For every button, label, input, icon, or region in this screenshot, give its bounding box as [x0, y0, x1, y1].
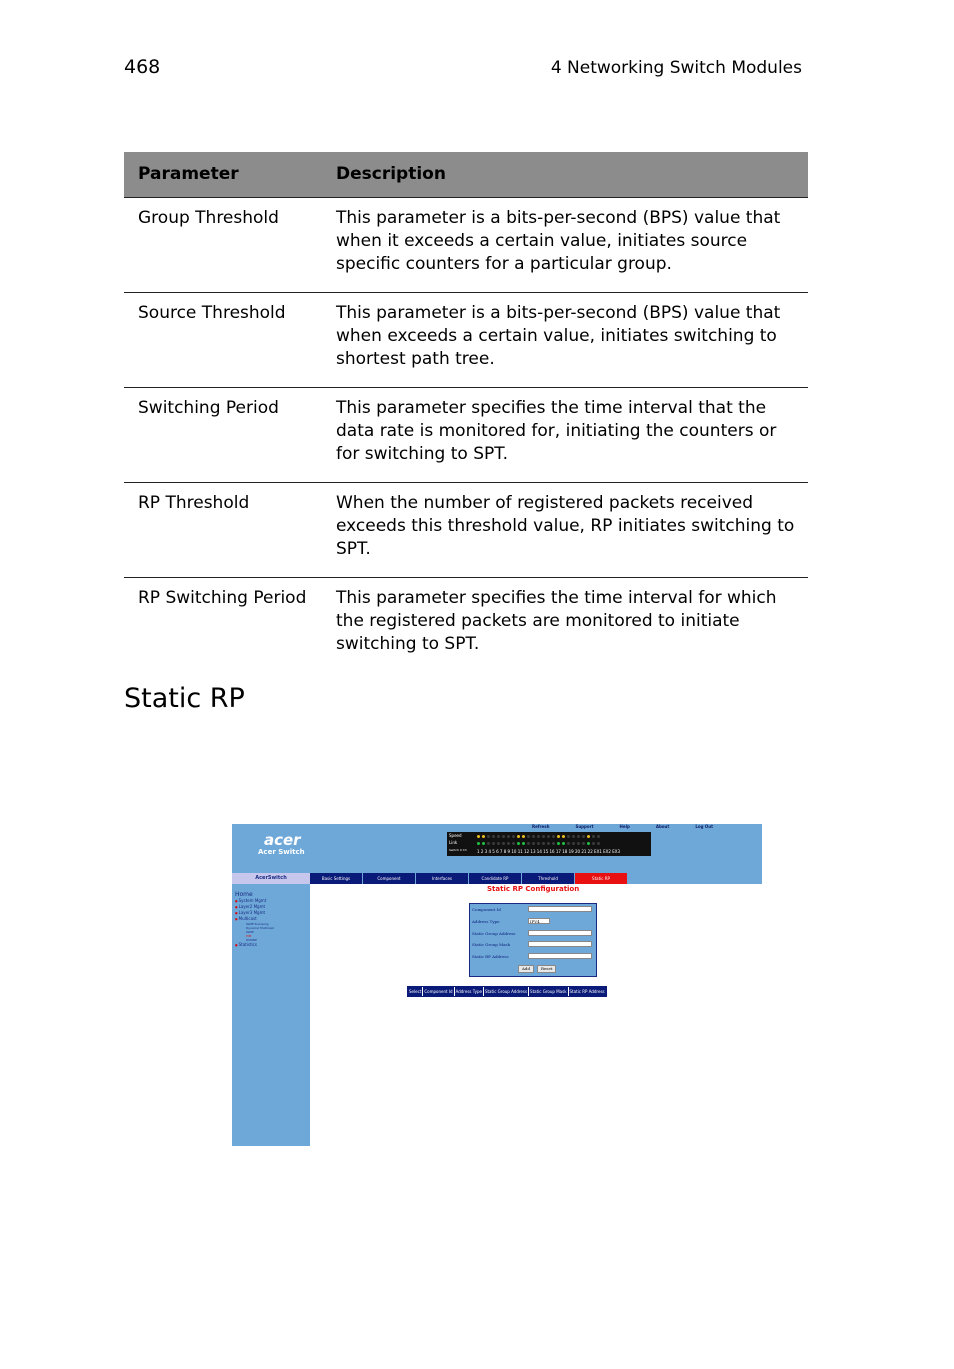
- led-dot: [527, 835, 530, 838]
- description-cell: This parameter is a bits-per-second (BPS) value that when exceeds a certain value, initiates switching to shortest path tree.: [322, 293, 808, 388]
- static-group-address-input[interactable]: [528, 930, 592, 936]
- about-link[interactable]: About: [655, 824, 670, 829]
- static-rp-results-header: [407, 986, 607, 997]
- link-led-row: [477, 842, 600, 845]
- led-dot: [532, 842, 535, 845]
- led-dot: [552, 835, 555, 838]
- led-dot: [562, 835, 565, 838]
- port-numbers: 1 2 3 4 5 6 7 8 9 10 11 12 13 14 15 16 17 18 19 20 21 22 EX1 EX2 EX3: [477, 849, 621, 854]
- led-dot: [527, 842, 530, 845]
- led-dot: [487, 835, 490, 838]
- nav-igmp-snooping[interactable]: IGMP Snooping: [246, 922, 269, 926]
- led-dot: [537, 835, 540, 838]
- led-dot: [487, 842, 490, 845]
- led-dot: [492, 842, 495, 845]
- led-dot: [572, 835, 575, 838]
- led-dot: [547, 842, 550, 845]
- nav-dvmrp[interactable]: DVMRP: [246, 938, 257, 942]
- page-number: 468: [124, 56, 161, 78]
- led-dot: [542, 835, 545, 838]
- led-dot: [497, 842, 500, 845]
- label-component-id: Component Id: [472, 907, 501, 912]
- led-dot: [532, 835, 535, 838]
- led-dot: [477, 842, 480, 845]
- col-static-rp-address: Static RP Address: [569, 989, 605, 994]
- static-group-mask-input[interactable]: [528, 941, 592, 947]
- led-dot: [587, 835, 590, 838]
- led-dot: [567, 835, 570, 838]
- col-select: Select: [409, 989, 422, 994]
- help-link[interactable]: Help: [619, 824, 630, 829]
- label-address-type: Address Type: [472, 918, 500, 924]
- led-dot: [507, 842, 510, 845]
- led-dot: [587, 842, 590, 845]
- nav-layer2-mgmt[interactable]: ● Layer2 Mgmt: [235, 904, 274, 910]
- led-dot: [577, 835, 580, 838]
- table-row: [124, 388, 808, 483]
- logo-subtitle: Acer Switch: [258, 848, 305, 856]
- tab-interfaces[interactable]: Interfaces: [416, 873, 468, 884]
- parameter-cell: RP Switching Period: [138, 588, 307, 608]
- sidebar-nav: [235, 892, 274, 948]
- logout-link[interactable]: Log Out: [695, 824, 714, 829]
- section-title: Static RP: [124, 683, 245, 714]
- description-cell: This parameter specifies the time interval that the data rate is monitored for, initiating the counters or for switching to SPT.: [322, 388, 808, 483]
- led-dot: [552, 842, 555, 845]
- tab-static-rp[interactable]: Static RP: [575, 873, 627, 884]
- parameter-cell: Source Threshold: [124, 293, 322, 388]
- led-dot: [522, 835, 525, 838]
- led-dot: [562, 842, 565, 845]
- led-dot: [512, 835, 515, 838]
- tab-component[interactable]: Component: [363, 873, 415, 884]
- led-dot: [477, 835, 480, 838]
- tab-threshold[interactable]: Threshold: [522, 873, 574, 884]
- nav-multicast[interactable]: ● Multicast: [235, 916, 274, 922]
- led-dot: [502, 842, 505, 845]
- led-dot: [517, 842, 520, 845]
- column-header-parameter: Parameter: [124, 152, 322, 198]
- description-cell: When the number of registered packets received exceeds this threshold value, RP initiates switching to SPT.: [322, 483, 808, 578]
- tab-bar: [310, 873, 628, 884]
- nav-igmp[interactable]: IGMP: [246, 930, 254, 934]
- led-dot: [497, 835, 500, 838]
- led-dot: [512, 842, 515, 845]
- led-dot: [597, 842, 600, 845]
- led-dot: [522, 842, 525, 845]
- led-dot: [597, 835, 600, 838]
- parameter-cell: Group Threshold: [124, 198, 322, 293]
- led-dot: [592, 842, 595, 845]
- table-header-row: [124, 152, 808, 198]
- parameter-cell: RP Threshold: [124, 483, 322, 578]
- led-dot: [572, 842, 575, 845]
- tab-basic-settings[interactable]: Basic Settings: [310, 873, 362, 884]
- description-cell: This parameter is a bits-per-second (BPS) value that when it exceeds a certain value, initiates source specific counters for a particular group.: [322, 198, 808, 293]
- reset-button[interactable]: Reset: [537, 965, 556, 973]
- address-type-select[interactable]: IPV4: [528, 918, 550, 924]
- table-row: [124, 293, 808, 388]
- port-led-panel: [447, 832, 651, 856]
- led-label-switch: Switch 0 Ch: [449, 848, 467, 852]
- led-label-link: Link: [449, 840, 458, 845]
- led-dot: [582, 842, 585, 845]
- led-label-speed: Speed: [449, 833, 462, 838]
- col-address-type: Address Type: [455, 989, 482, 994]
- label-static-group-mask: Static Group Mask: [472, 942, 511, 948]
- col-component-id: Component Id: [424, 989, 453, 994]
- running-head: 4 Networking Switch Modules: [550, 58, 802, 78]
- nav-layer3-mgmt[interactable]: ● Layer3 Mgmt: [235, 910, 274, 916]
- acer-logo: acer: [264, 831, 301, 849]
- add-button[interactable]: Add: [518, 965, 534, 973]
- nav-pim[interactable]: PIM: [246, 934, 252, 938]
- led-dot: [507, 835, 510, 838]
- led-dot: [502, 835, 505, 838]
- led-dot: [517, 835, 520, 838]
- label-static-group-address: Static Group Address: [472, 930, 516, 936]
- led-dot: [557, 835, 560, 838]
- support-link[interactable]: Support: [575, 824, 594, 829]
- led-dot: [577, 842, 580, 845]
- static-rp-address-input[interactable]: [528, 953, 592, 959]
- nav-system-mgmt[interactable]: ● System Mgmt: [235, 898, 274, 904]
- parameter-table: [124, 152, 808, 672]
- description-cell: This parameter specifies the time interval for which the registered packets are monitored to initiate switching to SPT.: [336, 588, 777, 654]
- led-dot: [592, 835, 595, 838]
- refresh-link[interactable]: Refresh: [532, 824, 550, 829]
- led-dot: [547, 835, 550, 838]
- nav-dynamic-multicast[interactable]: Dynamic Multicast: [246, 926, 274, 930]
- speed-led-row: [477, 835, 600, 838]
- col-static-group-address: Static Group Address: [484, 989, 528, 994]
- config-title: Static RP Configuration: [487, 885, 580, 893]
- led-dot: [537, 842, 540, 845]
- led-dot: [482, 835, 485, 838]
- table-row: [124, 578, 808, 673]
- label-static-rp-address: Static RP Address: [472, 954, 509, 960]
- top-links: [532, 824, 713, 829]
- tab-candidate-rp[interactable]: Candidate RP: [469, 873, 521, 884]
- table-row: [124, 198, 808, 293]
- led-dot: [567, 842, 570, 845]
- led-dot: [482, 842, 485, 845]
- nav-home[interactable]: Home: [235, 891, 253, 898]
- table-row: [124, 483, 808, 578]
- sidebar-header[interactable]: AcerSwitch: [232, 873, 310, 884]
- col-static-group-mask: Static Group Mask: [530, 989, 567, 994]
- static-rp-screenshot: [232, 824, 762, 1146]
- led-dot: [542, 842, 545, 845]
- led-dot: [492, 835, 495, 838]
- static-rp-form: [469, 903, 597, 977]
- column-header-description: Description: [322, 152, 808, 198]
- component-id-input[interactable]: [528, 906, 592, 912]
- nav-statistics[interactable]: ● Statistics: [235, 942, 274, 948]
- parameter-cell: Switching Period: [124, 388, 322, 483]
- led-dot: [557, 842, 560, 845]
- led-dot: [582, 835, 585, 838]
